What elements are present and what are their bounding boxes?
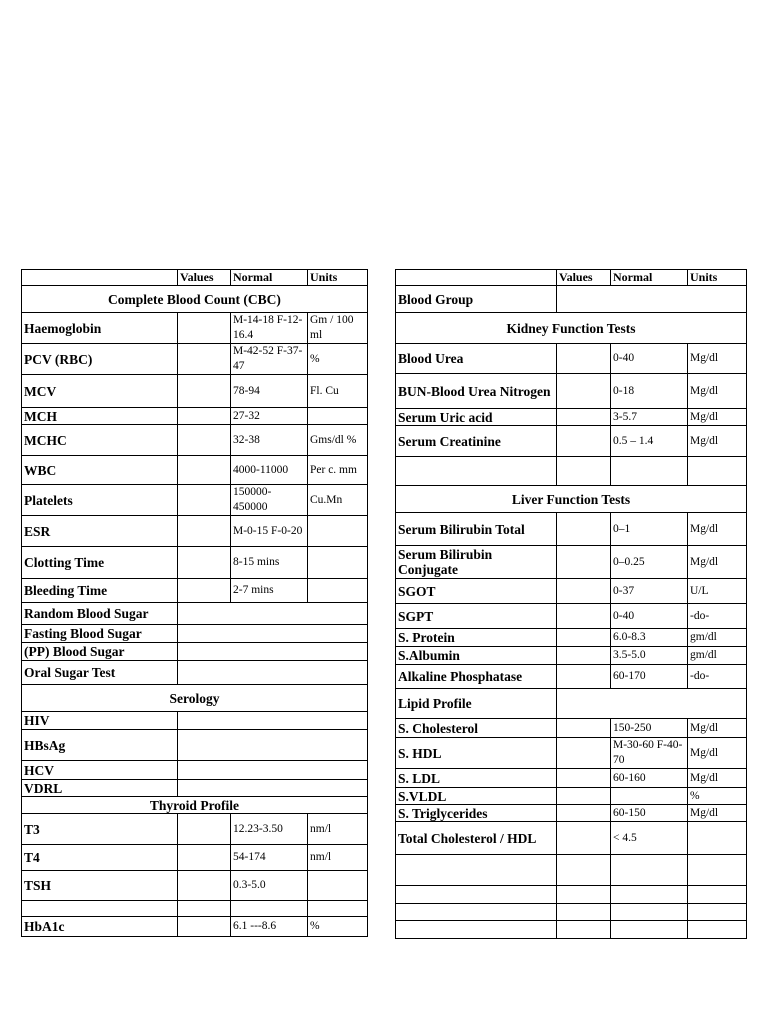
test-value-cell xyxy=(557,344,611,374)
test-name: Clotting Time xyxy=(22,547,178,579)
test-value-cell xyxy=(557,374,611,409)
test-value-cell xyxy=(178,901,231,917)
test-value-cell xyxy=(178,761,368,780)
table-row xyxy=(396,855,747,886)
test-name: SGPT xyxy=(396,604,557,629)
section-header-row xyxy=(22,685,368,712)
test-value-cell xyxy=(178,712,368,730)
test-value-cell xyxy=(557,719,611,738)
test-name xyxy=(396,886,557,904)
normal-range: 2-7 mins xyxy=(231,579,308,603)
normal-range: 3.5-5.0 xyxy=(611,647,688,665)
normal-range: 60-160 xyxy=(611,769,688,788)
test-value-cell xyxy=(178,730,368,761)
test-name: T4 xyxy=(22,845,178,871)
normal-range: 150-250 xyxy=(611,719,688,738)
table-row xyxy=(396,689,747,719)
units-cell: nm/l xyxy=(308,845,368,871)
test-value-cell xyxy=(557,604,611,629)
units-cell: gm/dl xyxy=(688,647,747,665)
normal-range: 4000-11000 xyxy=(231,456,308,485)
test-value-cell xyxy=(178,408,231,425)
test-name: S. LDL xyxy=(396,769,557,788)
units-cell: % xyxy=(308,917,368,937)
test-value-cell xyxy=(557,579,611,604)
test-name: ESR xyxy=(22,516,178,547)
units-cell: Mg/dl xyxy=(688,426,747,457)
section-title: Thyroid Profile xyxy=(22,797,368,814)
table-row xyxy=(396,886,747,904)
test-value-cell xyxy=(178,375,231,408)
table-row xyxy=(396,719,747,738)
units-cell xyxy=(308,901,368,917)
normal-range: 60-150 xyxy=(611,805,688,822)
test-value-cell xyxy=(557,426,611,457)
table-row xyxy=(22,643,368,661)
test-value-cell xyxy=(178,780,368,797)
column-header xyxy=(22,270,178,286)
normal-range: 60-170 xyxy=(611,665,688,689)
table-row xyxy=(22,456,368,485)
test-value-cell xyxy=(178,814,231,845)
table-row xyxy=(396,921,747,939)
table-row xyxy=(22,344,368,375)
units-cell: -do- xyxy=(688,604,747,629)
normal-range: 32-38 xyxy=(231,425,308,456)
normal-range: 0-37 xyxy=(611,579,688,604)
test-value-cell xyxy=(557,738,611,769)
right-table-body xyxy=(396,270,747,939)
test-value-cell xyxy=(178,425,231,456)
test-value-cell xyxy=(178,516,231,547)
table-row xyxy=(396,805,747,822)
units-cell: Mg/dl xyxy=(688,546,747,579)
units-cell xyxy=(308,871,368,901)
test-name: Bleeding Time xyxy=(22,579,178,603)
units-cell: Per c. mm xyxy=(308,456,368,485)
test-value-cell xyxy=(557,647,611,665)
units-cell: Cu.Mn xyxy=(308,485,368,516)
test-name: Lipid Profile xyxy=(396,689,557,719)
normal-range: 0-18 xyxy=(611,374,688,409)
test-value-cell xyxy=(557,546,611,579)
normal-range: 6.0-8.3 xyxy=(611,629,688,647)
test-name: S. Protein xyxy=(396,629,557,647)
normal-range xyxy=(611,921,688,939)
test-name: Blood Urea xyxy=(396,344,557,374)
units-cell xyxy=(308,579,368,603)
test-value-cell xyxy=(178,625,368,643)
normal-range xyxy=(611,788,688,805)
test-name: Serum Creatinine xyxy=(396,426,557,457)
header-row xyxy=(396,270,747,286)
section-header-row xyxy=(396,313,747,344)
table-row xyxy=(396,546,747,579)
units-cell: Mg/dl xyxy=(688,513,747,546)
test-value-cell xyxy=(178,643,368,661)
table-row xyxy=(396,904,747,921)
normal-range: 0.5 – 1.4 xyxy=(611,426,688,457)
units-cell xyxy=(308,547,368,579)
table-row xyxy=(22,313,368,344)
test-value-cell xyxy=(557,457,611,486)
units-cell: gm/dl xyxy=(688,629,747,647)
test-name: Alkaline Phosphatase xyxy=(396,665,557,689)
normal-range: 0–1 xyxy=(611,513,688,546)
normal-range: 150000-450000 xyxy=(231,485,308,516)
test-name: HIV xyxy=(22,712,178,730)
column-header: Units xyxy=(688,270,747,286)
test-name: Random Blood Sugar xyxy=(22,603,178,625)
table-row xyxy=(396,513,747,546)
test-name: Haemoglobin xyxy=(22,313,178,344)
section-header-row xyxy=(22,797,368,814)
units-cell: Gms/dl % xyxy=(308,425,368,456)
units-cell: Mg/dl xyxy=(688,719,747,738)
test-value-cell xyxy=(557,805,611,822)
column-header: Normal xyxy=(231,270,308,286)
table-row xyxy=(396,665,747,689)
units-cell: Fl. Cu xyxy=(308,375,368,408)
test-value-cell xyxy=(178,917,231,937)
normal-range xyxy=(611,904,688,921)
table-row xyxy=(396,286,747,313)
normal-range: M-14-18 F-12-16.4 xyxy=(231,313,308,344)
units-cell: Gm / 100 ml xyxy=(308,313,368,344)
units-cell xyxy=(688,886,747,904)
test-name: MCH xyxy=(22,408,178,425)
test-name: (PP) Blood Sugar xyxy=(22,643,178,661)
normal-range: 54-174 xyxy=(231,845,308,871)
normal-range: M-0-15 F-0-20 xyxy=(231,516,308,547)
units-cell xyxy=(688,904,747,921)
table-row xyxy=(396,629,747,647)
table-row xyxy=(396,769,747,788)
normal-range: M-42-52 F-37-47 xyxy=(231,344,308,375)
units-cell xyxy=(688,921,747,939)
normal-range xyxy=(611,886,688,904)
test-name: S. HDL xyxy=(396,738,557,769)
header-row xyxy=(22,270,368,286)
test-value-cell xyxy=(178,456,231,485)
test-name: PCV (RBC) xyxy=(22,344,178,375)
table-row xyxy=(396,647,747,665)
normal-range: 27-32 xyxy=(231,408,308,425)
table-row xyxy=(22,625,368,643)
test-value-cell xyxy=(557,886,611,904)
test-value-cell xyxy=(557,689,747,719)
normal-range: 0.3-5.0 xyxy=(231,871,308,901)
units-cell xyxy=(308,516,368,547)
table-row xyxy=(22,408,368,425)
normal-range: 3-5.7 xyxy=(611,409,688,426)
units-cell xyxy=(688,822,747,855)
table-row xyxy=(22,814,368,845)
table-row xyxy=(396,579,747,604)
test-name: Blood Group xyxy=(396,286,557,313)
test-name: HBsAg xyxy=(22,730,178,761)
table-row xyxy=(22,603,368,625)
left-lab-table xyxy=(21,269,368,937)
units-cell: Mg/dl xyxy=(688,769,747,788)
units-cell: nm/l xyxy=(308,814,368,845)
table-row xyxy=(22,845,368,871)
units-cell: % xyxy=(308,344,368,375)
table-row xyxy=(22,917,368,937)
test-name: Total Cholesterol / HDL xyxy=(396,822,557,855)
test-value-cell xyxy=(178,485,231,516)
normal-range: 6.1 ---8.6 xyxy=(231,917,308,937)
test-value-cell xyxy=(557,921,611,939)
units-cell: U/L xyxy=(688,579,747,604)
normal-range: M-30-60 F-40-70 xyxy=(611,738,688,769)
test-name: S. Triglycerides xyxy=(396,805,557,822)
test-name: Platelets xyxy=(22,485,178,516)
section-title: Kidney Function Tests xyxy=(396,313,747,344)
test-name: MCHC xyxy=(22,425,178,456)
test-name: T3 xyxy=(22,814,178,845)
table-row xyxy=(22,712,368,730)
test-value-cell xyxy=(557,629,611,647)
normal-range: 0–0.25 xyxy=(611,546,688,579)
table-row xyxy=(396,738,747,769)
test-name: Oral Sugar Test xyxy=(22,661,178,685)
table-row xyxy=(22,871,368,901)
table-row xyxy=(22,375,368,408)
test-value-cell xyxy=(178,579,231,603)
test-value-cell xyxy=(557,822,611,855)
column-header: Values xyxy=(178,270,231,286)
test-name xyxy=(396,855,557,886)
units-cell: Mg/dl xyxy=(688,805,747,822)
test-name: SGOT xyxy=(396,579,557,604)
test-name: Fasting Blood Sugar xyxy=(22,625,178,643)
section-title: Complete Blood Count (CBC) xyxy=(22,286,368,313)
section-title: Serology xyxy=(22,685,368,712)
section-header-row xyxy=(396,486,747,513)
normal-range: 0-40 xyxy=(611,344,688,374)
table-row xyxy=(22,661,368,685)
table-row xyxy=(396,409,747,426)
test-name: HCV xyxy=(22,761,178,780)
table-row xyxy=(396,604,747,629)
test-value-cell xyxy=(178,661,368,685)
section-header-row xyxy=(22,286,368,313)
units-cell: % xyxy=(688,788,747,805)
column-header: Units xyxy=(308,270,368,286)
test-name xyxy=(396,457,557,486)
normal-range xyxy=(611,855,688,886)
units-cell: Mg/dl xyxy=(688,409,747,426)
test-name: Serum Bilirubin Conjugate xyxy=(396,546,557,579)
normal-range xyxy=(611,457,688,486)
test-value-cell xyxy=(557,769,611,788)
units-cell: Mg/dl xyxy=(688,738,747,769)
test-value-cell xyxy=(557,286,747,313)
normal-range: 0-40 xyxy=(611,604,688,629)
units-cell xyxy=(688,855,747,886)
column-header: Normal xyxy=(611,270,688,286)
test-value-cell xyxy=(557,665,611,689)
normal-range: < 4.5 xyxy=(611,822,688,855)
test-value-cell xyxy=(178,547,231,579)
test-name: HbA1c xyxy=(22,917,178,937)
section-title: Liver Function Tests xyxy=(396,486,747,513)
table-row xyxy=(22,579,368,603)
units-cell: Mg/dl xyxy=(688,374,747,409)
table-row xyxy=(22,901,368,917)
normal-range xyxy=(231,901,308,917)
test-name: S.Albumin xyxy=(396,647,557,665)
test-name: BUN-Blood Urea Nitrogen xyxy=(396,374,557,409)
test-value-cell xyxy=(178,845,231,871)
table-row xyxy=(396,344,747,374)
test-name xyxy=(396,921,557,939)
test-name: VDRL xyxy=(22,780,178,797)
table-row xyxy=(22,730,368,761)
test-name: MCV xyxy=(22,375,178,408)
units-cell: -do- xyxy=(688,665,747,689)
table-row xyxy=(22,516,368,547)
table-row xyxy=(396,822,747,855)
table-row xyxy=(22,761,368,780)
column-header: Values xyxy=(557,270,611,286)
test-value-cell xyxy=(557,855,611,886)
test-name: S.VLDL xyxy=(396,788,557,805)
test-name xyxy=(396,904,557,921)
test-name: WBC xyxy=(22,456,178,485)
table-row xyxy=(396,374,747,409)
normal-range: 8-15 mins xyxy=(231,547,308,579)
table-row xyxy=(396,457,747,486)
test-value-cell xyxy=(557,513,611,546)
table-row xyxy=(22,780,368,797)
test-name xyxy=(22,901,178,917)
table-row xyxy=(22,485,368,516)
column-header xyxy=(396,270,557,286)
normal-range: 12.23-3.50 xyxy=(231,814,308,845)
table-row xyxy=(22,547,368,579)
test-name: Serum Bilirubin Total xyxy=(396,513,557,546)
table-row xyxy=(396,788,747,805)
right-lab-table xyxy=(395,269,747,939)
units-cell: Mg/dl xyxy=(688,344,747,374)
left-table-body xyxy=(22,270,368,937)
test-value-cell xyxy=(178,344,231,375)
test-value-cell xyxy=(557,409,611,426)
units-cell xyxy=(688,457,747,486)
normal-range: 78-94 xyxy=(231,375,308,408)
test-value-cell xyxy=(178,871,231,901)
table-row xyxy=(22,425,368,456)
table-row xyxy=(396,426,747,457)
test-name: Serum Uric acid xyxy=(396,409,557,426)
test-value-cell xyxy=(557,904,611,921)
test-name: TSH xyxy=(22,871,178,901)
test-value-cell xyxy=(178,603,368,625)
test-name: S. Cholesterol xyxy=(396,719,557,738)
test-value-cell xyxy=(557,788,611,805)
test-value-cell xyxy=(178,313,231,344)
units-cell xyxy=(308,408,368,425)
